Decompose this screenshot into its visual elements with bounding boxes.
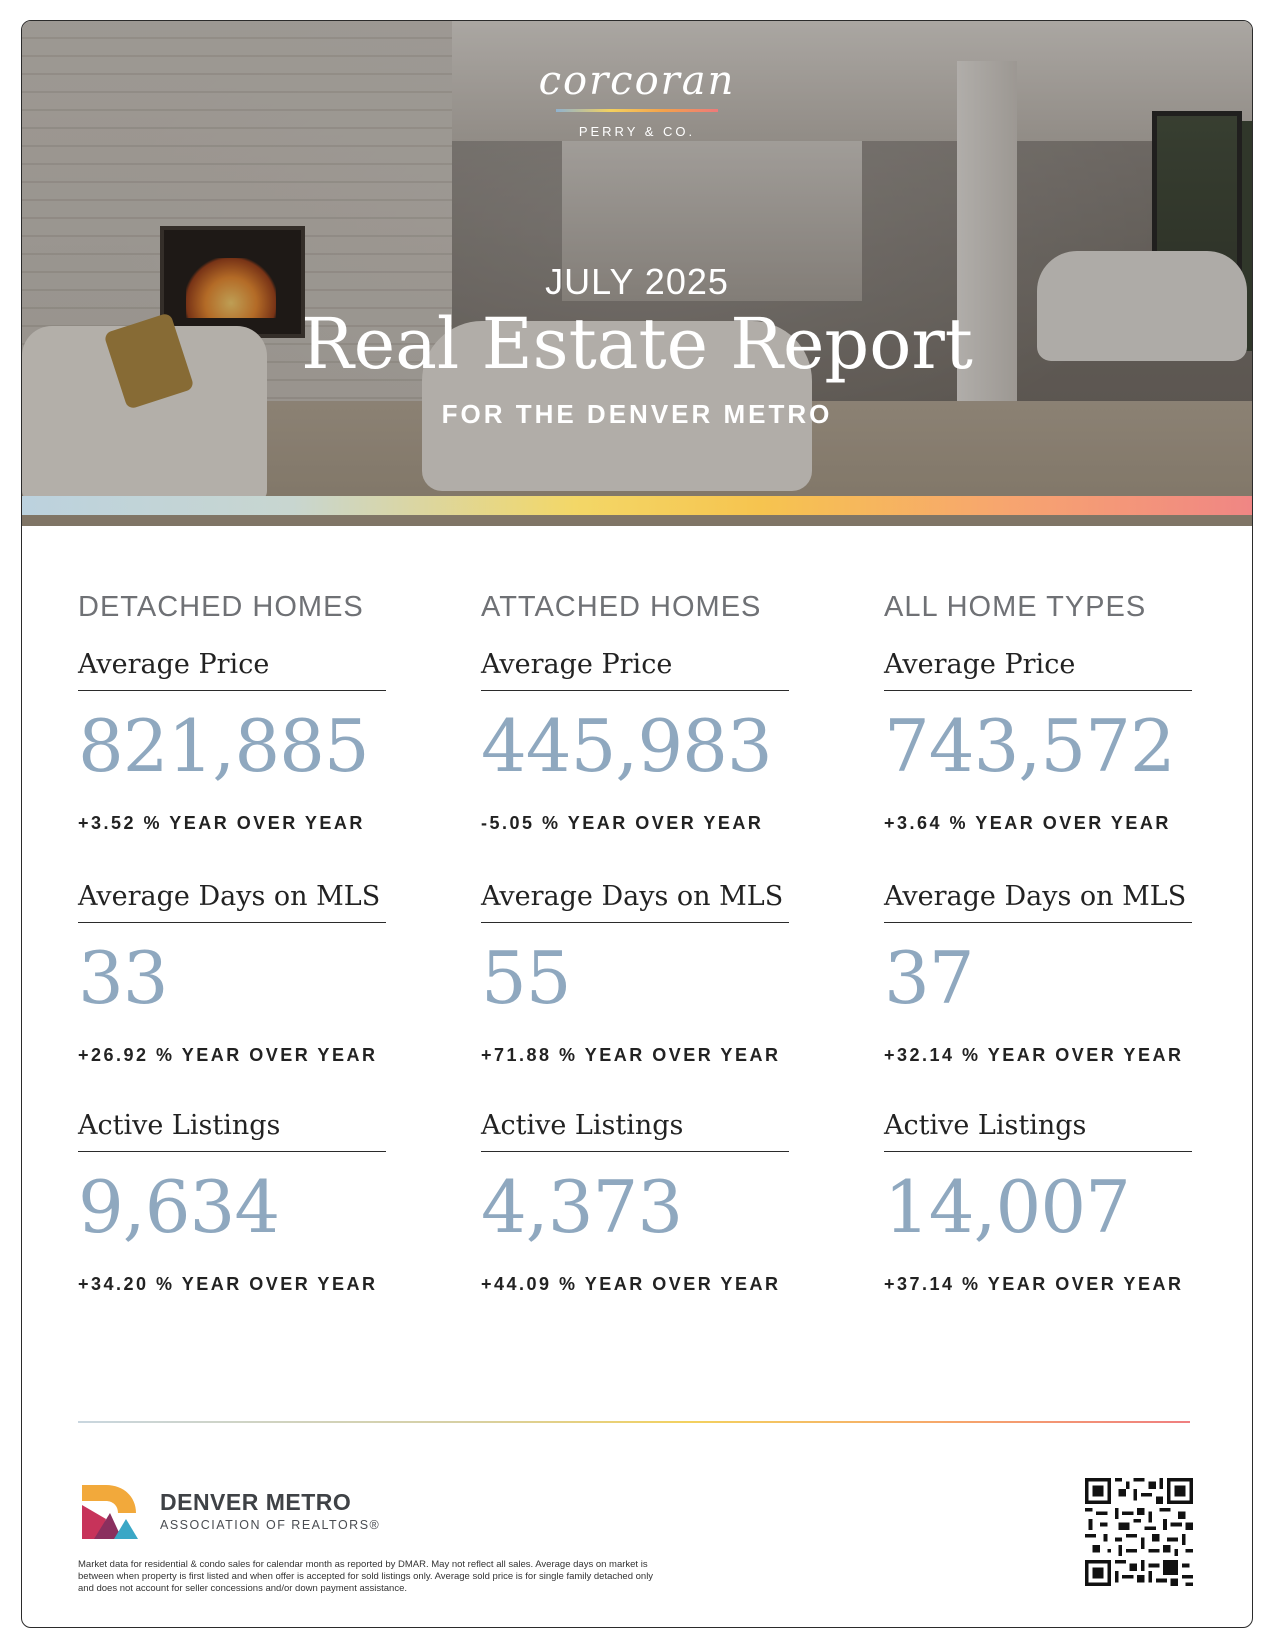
- metric-average-price: [78, 649, 388, 834]
- metric-average-price: [481, 649, 791, 834]
- metric-label: Average Days on MLS: [78, 881, 386, 923]
- metric-change: +37.14 % YEAR OVER YEAR: [884, 1274, 1184, 1294]
- qr-code-icon[interactable]: [1085, 1478, 1193, 1586]
- metric-change: -5.05 % YEAR OVER YEAR: [481, 813, 764, 833]
- metric-label: Active Listings: [884, 1110, 1192, 1152]
- section-detached: [78, 591, 388, 1294]
- section-heading: ALL HOME TYPES: [884, 591, 1147, 623]
- metric-label: Average Price: [78, 649, 386, 691]
- brand-rule: [556, 109, 718, 112]
- dmar-subtitle: ASSOCIATION OF REALTORS®: [160, 1518, 381, 1532]
- metric-active-listings: [481, 1110, 791, 1295]
- metric-label: Average Price: [481, 649, 789, 691]
- disclaimer: Market data for residential & condo sales for calendar month as reported by DMAR. May not reflect all sales. Average days on market is between when property is first listed and when offer is accepted for sold listings only. Average sold price is for single family detached only and does not account for seller concessions and/or down payment assistance.: [78, 1559, 654, 1594]
- metric-days-on-mls: [481, 881, 791, 1066]
- stats-grid: [78, 591, 1187, 1294]
- report-subtitle: FOR THE DENVER METRO: [441, 399, 833, 429]
- metric-change: +32.14 % YEAR OVER YEAR: [884, 1045, 1184, 1065]
- metric-value: 821,885: [78, 704, 369, 788]
- brand-name: corcoran: [538, 58, 736, 104]
- metric-label: Average Days on MLS: [884, 881, 1192, 923]
- section-heading: DETACHED HOMES: [78, 591, 364, 623]
- report-month: JULY 2025: [545, 261, 729, 302]
- metric-label: Average Price: [884, 649, 1192, 691]
- report-page: [21, 20, 1253, 1628]
- rainbow-band: [22, 496, 1252, 515]
- metric-value: 37: [884, 936, 974, 1020]
- metric-label: Average Days on MLS: [481, 881, 789, 923]
- metric-change: +34.20 % YEAR OVER YEAR: [78, 1274, 378, 1294]
- footer-divider: [78, 1421, 1190, 1423]
- metric-change: +26.92 % YEAR OVER YEAR: [78, 1045, 378, 1065]
- metric-change: +71.88 % YEAR OVER YEAR: [481, 1045, 781, 1065]
- metric-change: +44.09 % YEAR OVER YEAR: [481, 1274, 781, 1294]
- section-heading: ATTACHED HOMES: [481, 591, 762, 623]
- metric-days-on-mls: [78, 881, 388, 1066]
- metric-value: 4,373: [481, 1165, 683, 1249]
- report-title: Real Estate Report: [301, 303, 973, 385]
- metric-value: 445,983: [481, 704, 772, 788]
- brand-sub: PERRY & CO.: [578, 124, 696, 139]
- metric-days-on-mls: [884, 881, 1194, 1066]
- metric-value: 55: [481, 936, 571, 1020]
- metric-average-price: [884, 649, 1194, 834]
- metric-label: Active Listings: [78, 1110, 386, 1152]
- metric-value: 9,634: [78, 1165, 280, 1249]
- metric-change: +3.52 % YEAR OVER YEAR: [78, 813, 365, 833]
- dmar-logo-icon: [80, 1483, 140, 1541]
- section-all-types: [884, 591, 1194, 1294]
- metric-value: 14,007: [884, 1165, 1130, 1249]
- metric-active-listings: [884, 1110, 1194, 1295]
- metric-active-listings: [78, 1110, 388, 1295]
- corcoran-logo: [22, 59, 1252, 139]
- metric-value: 33: [78, 936, 168, 1020]
- metric-change: +3.64 % YEAR OVER YEAR: [884, 813, 1171, 833]
- dmar-name: DENVER METRO: [160, 1489, 352, 1515]
- metric-label: Active Listings: [481, 1110, 789, 1152]
- metric-value: 743,572: [884, 704, 1175, 788]
- section-attached: [481, 591, 791, 1294]
- hero-photo: [22, 21, 1252, 526]
